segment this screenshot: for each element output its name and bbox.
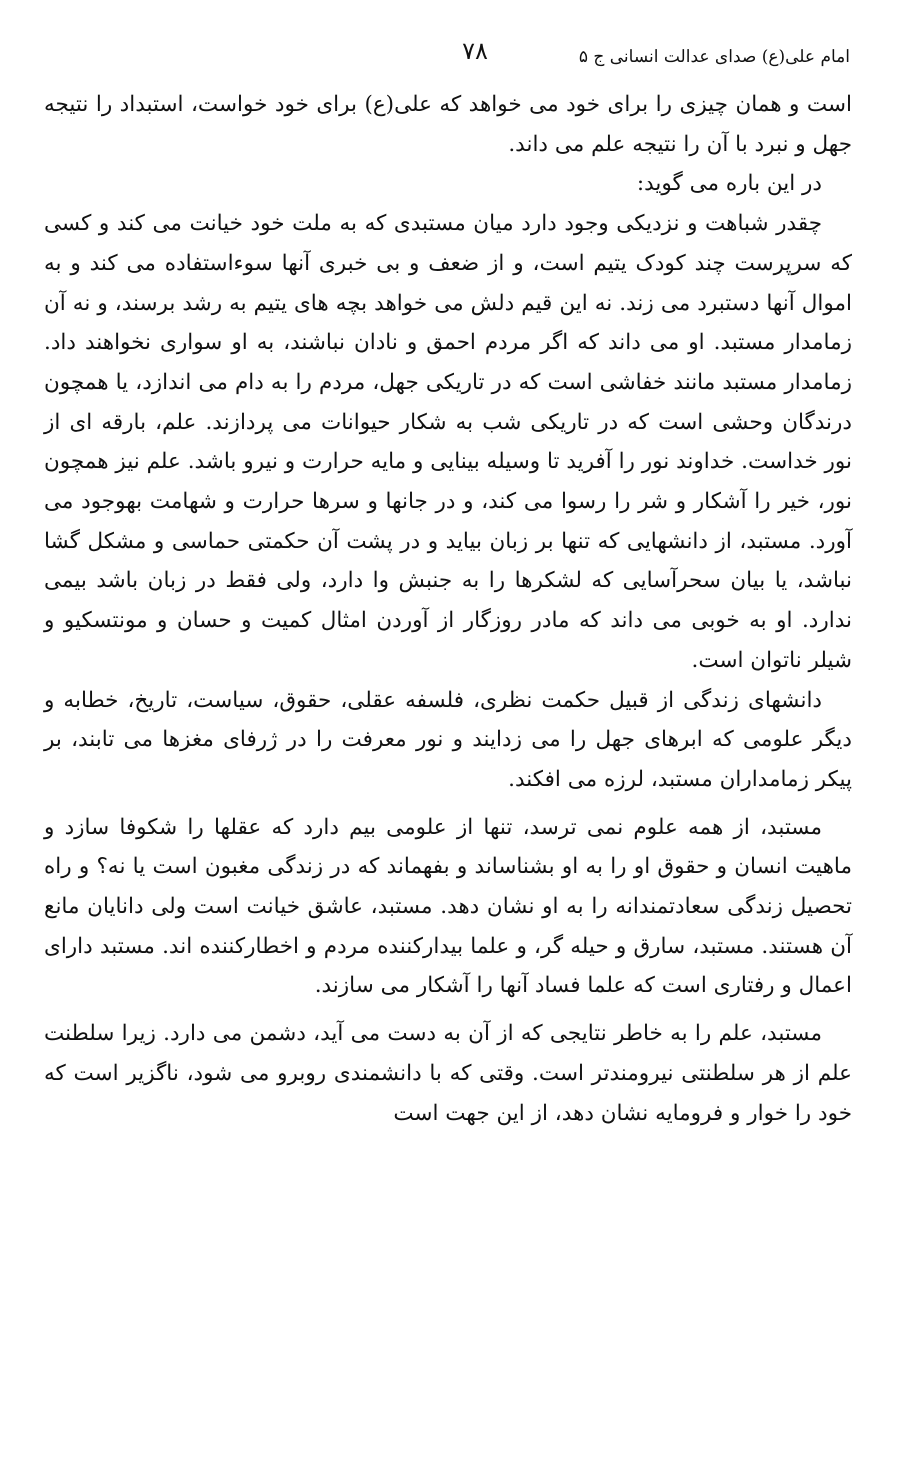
page-number: ۷۸ <box>462 37 488 65</box>
paragraph-sciences: دانشهای زندگی از قبیل حکمت نظری، فلسفه عقلی، حقوق، سیاست، تاریخ، خطابه و دیگر علومی که ابرهای جهل را می زدایند و نور معرفت را در ژرفای مغزها می تابند، بر پیکر زمامداران مستبد، لرزه می افکند. <box>44 687 852 792</box>
paragraph-quote: چقدر شباهت و نزدیکی وجود دارد میان مستبدی که به ملت خود خیانت می کند و کسی که سرپرست چند کودک یتیم است، و از ضعف و بی خبری آنها سوءاستفاده می کند و به اموال آنها دستبرد می زند. نه این قیم دلش می خواهد بچه های یتیم به رشد برسند، و نه آن زمامدار مستبد. او می داند که اگر مردم احمق و نادان نباشند، به او سواری نخواهند داد. زمامدار مستبد مانند خفاشی است که در تاریکی جهل، مردم را به دام می اندازد، یا همچون درندگان وحشی است که در تاریکی شب به شکار حیوانات می پردازند. علم، بارقه ای از نور خداست. خداوند نور را آفرید تا وسیله بینایی و مایه حرارت و نیرو باشد. علم نیز همچون نور، خیر را آشکار و شر را رسوا می کند، و در جانها و سرها حرارت و شهامت بهوجود می آورد. مستبد، از دانشهایی که تنها بر زبان بیاید و در پشت آن حکمتی حماسی و مشکل گشا نباشد، یا بیان سحرآسایی که لشکرها را به جنبش وا دارد، ولی فقط در زبان باشد بیمی ندارد. او به خوبی می داند که مادر روزگار از آوردن امثال کمیت و حسان و مونتسکیو و شیلر ناتوان است. <box>44 211 852 673</box>
body-text <box>44 85 852 1133</box>
paragraph-tyrant-fears: مستبد، از همه علوم نمی ترسد، تنها از علومی بیم دارد که عقلها را شکوفا سازد و ماهیت انسان و حقوق او را به او بشناساند و بفهماند که در زندگی مغبون است یا نه؟ و راه تحصیل زندگی سعادتمندانه را به او نشان دهد. مستبد، عاشق خیانت است ولی دانایان مانع آن هستند. مستبد، سارق و حیله گر، و علما بیدارکننده مردم و اخطارکننده اند. مستبد دارای اعمال و رفتاری است که علما فساد آنها را آشکار می سازند. <box>44 814 852 999</box>
page-header <box>40 36 860 76</box>
running-title: امام علی(ع) صدای عدالت انسانی ج ۵ <box>578 47 850 67</box>
paragraph-continuation: است و همان چیزی را برای خود می خواهد که علی(ع) برای خود خواست، استبداد را نتیجه جهل و نبرد با آن را نتیجه علم می داند. <box>44 92 852 157</box>
paragraph-intro: در این باره می گوید: <box>636 171 822 197</box>
paragraph-tyrant-hates: مستبد، علم را به خاطر نتایجی که از آن به دست می آید، دشمن می دارد. زیرا سلطنت علم از هر سلطنتی نیرومندتر است. وقتی که با دانشمندی روبرو می شود، ناگزیر است که خود را خوار و فرومایه نشان دهد، از این جهت است <box>44 1021 852 1126</box>
